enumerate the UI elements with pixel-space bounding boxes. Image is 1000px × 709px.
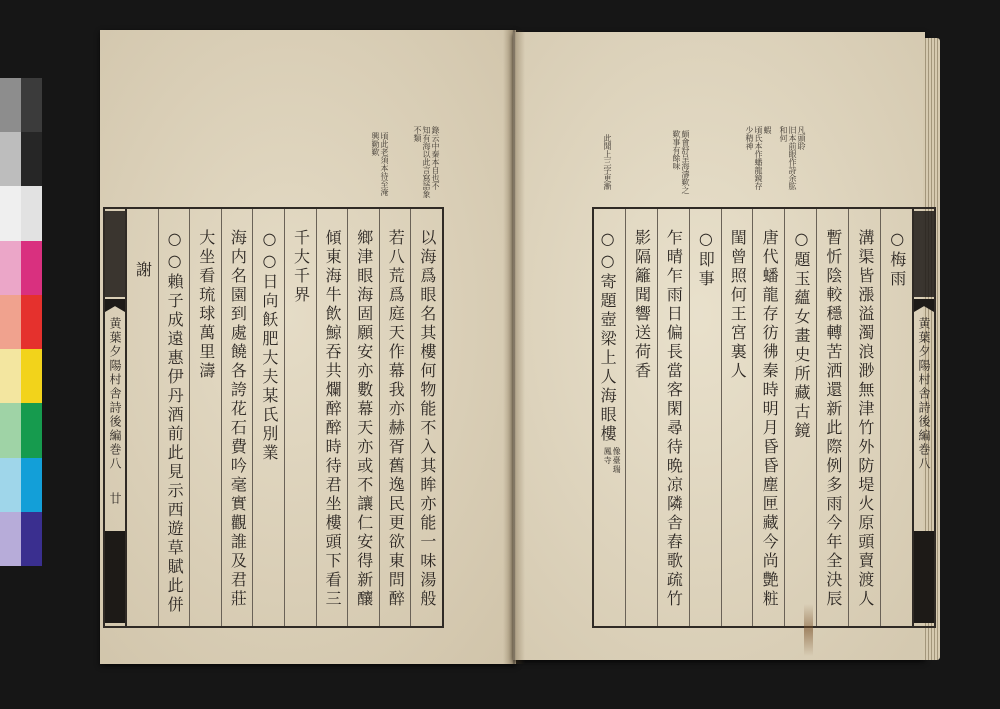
column-text: 影隔籬聞響送荷香 — [632, 229, 652, 381]
headnote: 錄云中秦本自也不 知有海以此言寫語象 不類 — [413, 126, 440, 198]
text-column — [594, 209, 625, 626]
hashira-black-band — [105, 211, 125, 297]
color-patch — [21, 403, 42, 457]
left-hashira — [105, 209, 127, 626]
text-column — [127, 209, 158, 626]
page-number: 廿 — [108, 492, 122, 504]
column-text-block — [196, 229, 214, 381]
paper-stain — [804, 604, 813, 656]
column-text: 乍晴乍雨日偏長當客閑尋待晩凉隣舎舂歌疏竹 — [664, 229, 684, 609]
color-patch — [0, 241, 21, 295]
left-text-frame — [103, 207, 444, 628]
text-column — [189, 209, 221, 626]
text-column — [284, 209, 316, 626]
column-text: 唐代蟠龍存彷彿秦時明月昏昏塵匣藏今尚艶粧 — [760, 229, 780, 609]
color-patch — [21, 186, 42, 240]
column-text: ○題玉蘊女畫史所藏古鏡 — [792, 229, 812, 441]
column-text: ○即事 — [696, 229, 716, 289]
column-text: ○○賴子成遠惠伊丹酒前此見示西遊草賦此併 — [165, 229, 185, 615]
headnote: 頃此老須本待至淹 興勤歎 — [371, 132, 389, 196]
column-text: 鄉津眼海固願安亦數幕天亦或不讓仁安得新釀 — [354, 229, 374, 609]
text-column — [221, 209, 253, 626]
column-text-block — [632, 229, 650, 381]
column-text: 暫忻陰較穩轉苦洒還新此際例多雨今年全決辰 — [823, 229, 843, 609]
column-text-block — [418, 229, 436, 609]
hashira-black-bar — [914, 531, 934, 623]
calibration-row — [0, 186, 42, 240]
color-patch — [21, 295, 42, 349]
column-text: ○○寄題壺梁上人海眼樓 — [598, 229, 618, 444]
calibration-row — [0, 78, 42, 132]
color-patch — [0, 78, 21, 132]
text-column — [316, 209, 348, 626]
headnote: 凡頭聆 旧本前眼作詩余肱 和何 — [779, 126, 806, 190]
inline-note: 像臺瑞 鳳寺 — [603, 447, 622, 474]
color-patch — [0, 186, 21, 240]
text-column — [158, 209, 190, 626]
column-text-block — [323, 229, 341, 609]
right-columns — [594, 209, 912, 626]
right-hashira — [912, 209, 934, 626]
column-text: 大坐看琉球萬里濤 — [196, 229, 216, 381]
column-text-block — [291, 229, 309, 305]
text-column — [657, 209, 689, 626]
color-patch — [21, 458, 42, 512]
column-text-block — [260, 229, 278, 463]
column-text: 傾東海牛飲鯨吞共爛醉醉時待君坐樓頭下看三 — [323, 229, 343, 609]
left-columns — [127, 209, 442, 626]
color-patch — [0, 458, 21, 512]
calibration-row — [0, 295, 42, 349]
column-text: ○梅雨 — [887, 229, 907, 289]
calibration-row — [0, 458, 42, 512]
right-text-frame — [592, 207, 936, 628]
text-column — [721, 209, 753, 626]
hashira-title: 黄葉夕陽村舎詩後編巻八 — [917, 317, 931, 471]
text-column — [625, 209, 657, 626]
hashira-title: 黄葉夕陽村舎詩後編巻八 — [108, 317, 122, 471]
column-text-block — [824, 229, 842, 609]
headnote: 蝦 頃氏本作蟠龍鏡存 少精神 — [745, 126, 772, 190]
column-text-block — [792, 229, 810, 441]
calibration-row — [0, 512, 42, 566]
column-text-block — [855, 229, 873, 609]
column-text-block — [165, 229, 183, 615]
fishtail-mark — [914, 299, 934, 312]
gutter-shadow — [503, 30, 525, 664]
text-column — [752, 209, 784, 626]
column-text: 閨曾照何王宮裏人 — [728, 229, 748, 381]
color-patch — [21, 512, 42, 566]
color-patch — [21, 241, 42, 295]
column-text-block — [228, 229, 246, 609]
color-patch — [0, 132, 21, 186]
column-text-block — [133, 261, 151, 280]
color-calibration-strip — [0, 78, 42, 566]
text-column — [848, 209, 880, 626]
color-patch — [0, 295, 21, 349]
calibration-row — [0, 403, 42, 457]
column-text-block — [354, 229, 372, 609]
calibration-row — [0, 349, 42, 403]
column-text-block — [386, 229, 404, 609]
column-text: 若八荒爲庭天作幕我亦赫胥舊逸民更欲東問醉 — [386, 229, 406, 609]
color-patch — [21, 132, 42, 186]
color-patch — [0, 403, 21, 457]
text-column — [689, 209, 721, 626]
text-column — [816, 209, 848, 626]
column-text-block — [664, 229, 682, 609]
column-text: 海内名園到處饒各誇花石費吟毫實觀誰及君莊 — [228, 229, 248, 609]
column-text: 溝渠皆漲溢濁浪渺無津竹外防堤火原頭賣渡人 — [855, 229, 875, 609]
calibration-row — [0, 132, 42, 186]
column-text: 以海爲眼名其樓何物能不入其眸亦能一味湯般 — [417, 229, 437, 609]
text-column — [880, 209, 912, 626]
headnote: 頗會舒呈海濤歎之 歎事有餘味 — [672, 130, 690, 194]
text-column — [347, 209, 379, 626]
column-text: 千大千界 — [291, 229, 311, 305]
column-text-block — [760, 229, 778, 609]
column-text: 謝 — [133, 261, 153, 280]
hashira-black-band — [914, 211, 934, 297]
column-text: ○○日向飫肥大夫某氏別業 — [259, 229, 279, 463]
hashira-black-bar — [105, 531, 125, 623]
calibration-row — [0, 241, 42, 295]
color-patch — [0, 349, 21, 403]
fishtail-mark — [105, 299, 125, 312]
color-patch — [0, 512, 21, 566]
column-text-block — [887, 229, 905, 289]
color-patch — [21, 349, 42, 403]
column-text-block — [696, 229, 714, 289]
color-patch — [21, 78, 42, 132]
text-column — [784, 209, 816, 626]
column-text-block — [598, 229, 621, 474]
text-column — [410, 209, 442, 626]
headnote: 此聞上三字更漸 — [603, 134, 612, 190]
column-text-block — [728, 229, 746, 381]
text-column — [252, 209, 284, 626]
text-column — [379, 209, 411, 626]
